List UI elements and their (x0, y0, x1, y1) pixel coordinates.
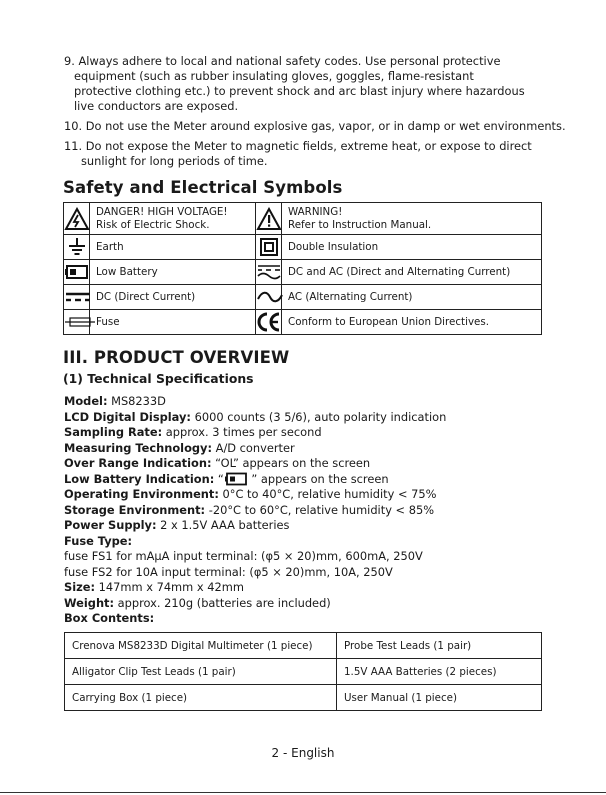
overview-heading: III. PRODUCT OVERVIEW (63, 348, 290, 367)
table-row (64, 203, 542, 235)
symbol-description: Fuse (90, 310, 256, 335)
symbols-heading: Safety and Electrical Symbols (63, 178, 343, 197)
text-line: 9. Always adhere to local and national safety codes. Use personal protective (64, 54, 501, 68)
low-battery-icon (224, 472, 248, 486)
table-row (65, 633, 542, 659)
spec-model: Model: MS8233D (64, 394, 166, 408)
table-row (65, 685, 542, 711)
symbol-description: DC and AC (Direct and Alternating Current) (282, 260, 542, 285)
symbol-description: DANGER! HIGH VOLTAGE! Risk of Electric Shock. (90, 203, 256, 235)
double-insulation-icon (256, 235, 282, 260)
page-footer: 2 - English (271, 746, 335, 760)
high-voltage-warning-icon (64, 203, 90, 235)
table-cell: User Manual (1 piece) (337, 685, 542, 711)
symbols-table (63, 202, 542, 335)
table-row (64, 260, 542, 285)
text-line: 10. Do not use the Meter around explosive gas, vapor, or in damp or wet environments. (64, 119, 566, 133)
dc-ac-icon (256, 260, 282, 285)
symbol-description: Conform to European Union Directives. (282, 310, 542, 335)
spec-sampling: Sampling Rate: approx. 3 times per second (64, 425, 322, 439)
table-row (65, 659, 542, 685)
specs-heading: (1) Technical Specifications (63, 371, 254, 386)
spec-fuse2: fuse FS2 for 10A input terminal: (φ5 × 20)mm, 10A, 250V (64, 564, 393, 579)
low-battery-icon (64, 260, 90, 285)
earth-ground-icon (64, 235, 90, 260)
text-line: protective clothing etc.) to prevent shock and arc blast injury where hazardous (74, 84, 525, 98)
text-line: live conductors are exposed. (74, 99, 239, 113)
spec-operating: Operating Environment: 0°C to 40°C, relative humidity < 75% (64, 487, 437, 501)
text-line: 11. Do not expose the Meter to magnetic fields, extreme heat, or expose to direct (64, 139, 532, 153)
symbol-description: DC (Direct Current) (90, 285, 256, 310)
spec-over-range: Over Range Indication: “OL” appears on the screen (64, 456, 371, 470)
ac-wave-icon (256, 285, 282, 310)
fuse-icon (64, 310, 90, 335)
safety-item-9 (64, 54, 564, 114)
ce-mark-icon (256, 310, 282, 335)
table-row (64, 285, 542, 310)
text-line: equipment (such as rubber insulating gloves, goggles, flame-resistant (74, 69, 474, 83)
symbol-description: Earth (90, 235, 256, 260)
spec-fuse-type: Fuse Type: (64, 533, 133, 548)
safety-item-10 (64, 119, 564, 134)
text-line: sunlight for long periods of time. (81, 154, 268, 168)
symbol-description: Double Insulation (282, 235, 542, 260)
spec-display: LCD Digital Display: 6000 counts (3 5/6), auto polarity indication (64, 409, 447, 424)
spec-weight: Weight: approx. 210g (batteries are included) (64, 595, 331, 610)
spec-low-battery: Low Battery Indication: “ ” appears on the screen (64, 471, 389, 486)
warning-triangle-icon (256, 203, 282, 235)
dc-icon (64, 285, 90, 310)
symbol-description: Low Battery (90, 260, 256, 285)
safety-item-11 (64, 139, 564, 169)
table-cell: Alligator Clip Test Leads (1 pair) (65, 659, 337, 685)
spec-storage: Storage Environment: -20°C to 60°C, relative humidity < 85% (64, 502, 435, 517)
spec-power: Power Supply: 2 x 1.5V AAA batteries (64, 518, 290, 532)
box-contents-table (64, 632, 542, 711)
table-row (64, 235, 542, 260)
symbol-description: AC (Alternating Current) (282, 285, 542, 310)
spec-fuse1: fuse FS1 for mAµA input terminal: (φ5 × 20)mm, 600mA, 250V (64, 549, 423, 563)
table-cell: Probe Test Leads (1 pair) (337, 633, 542, 659)
symbol-description: WARNING! Refer to Instruction Manual. (282, 203, 542, 235)
spec-box-contents: Box Contents: (64, 611, 155, 625)
table-cell: Crenova MS8233D Digital Multimeter (1 piece) (65, 633, 337, 659)
table-cell: Carrying Box (1 piece) (65, 685, 337, 711)
spec-technology: Measuring Technology: A/D converter (64, 440, 295, 455)
spec-size: Size: 147mm x 74mm x 42mm (64, 580, 244, 594)
divider (0, 792, 606, 793)
table-cell: 1.5V AAA Batteries (2 pieces) (337, 659, 542, 685)
table-row (64, 310, 542, 335)
